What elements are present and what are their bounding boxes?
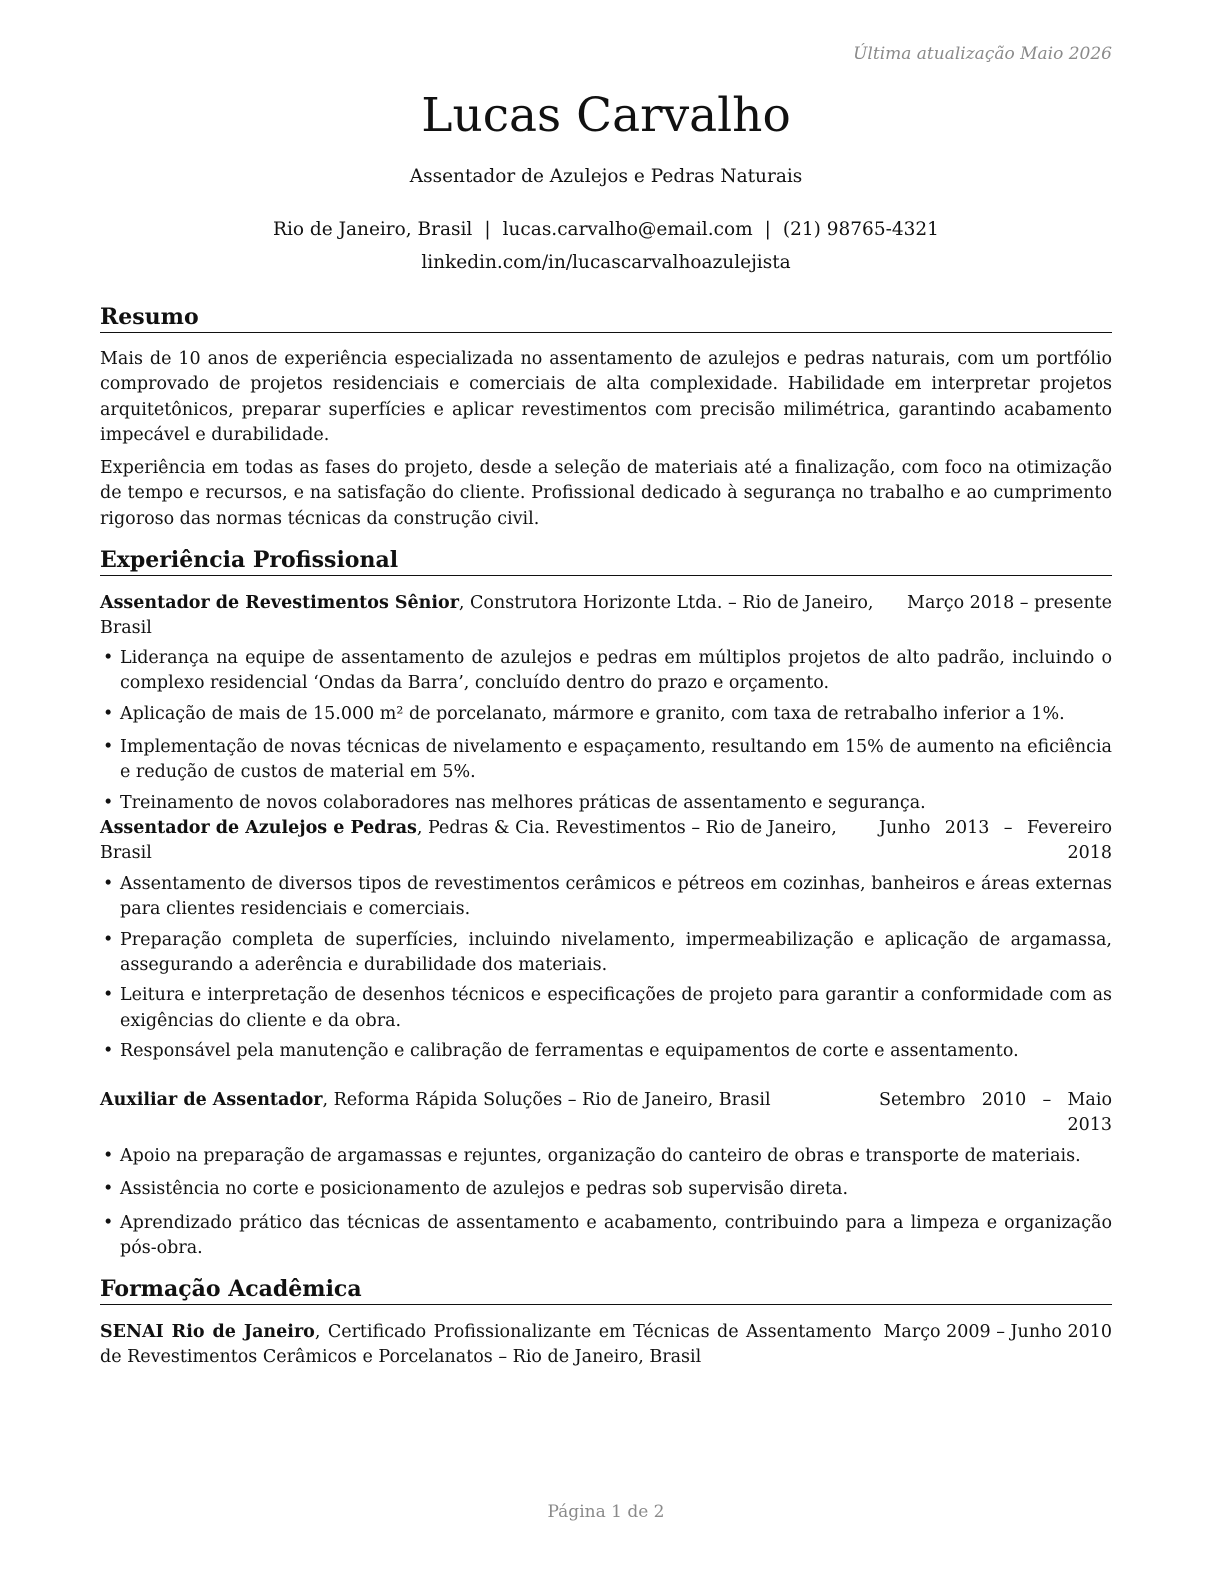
job-bullet: • Responsável pela manutenção e calibração de ferramentas e equipamentos de corte e assentamento.: [100, 1039, 1112, 1064]
education-details: , Certificado Profissionalizante em Técnicas de Assentamento de Revestimentos Cerâmicos e Porcelanatos – Rio de Janeiro, Brasil: [100, 1322, 872, 1368]
job-company: , Reforma Rápida Soluções – Rio de Janeiro, Brasil: [322, 1090, 771, 1110]
education-line: [100, 1320, 884, 1371]
job-header: [100, 591, 1112, 642]
job-bullet: • Preparação completa de superfícies, incluindo nivelamento, impermeabilização e aplicação de argamassa, assegurando a aderência e durabilidade dos materiais.: [100, 928, 1112, 979]
job-bullet: • Apoio na preparação de argamassas e rejuntes, organização do canteiro de obras e transporte de materiais.: [100, 1144, 1112, 1169]
job-role: Assentador de Revestimentos Sênior: [100, 593, 459, 613]
resume-page: [100, 0, 1112, 1584]
job-dates: Setembro 2010 – Maio 2013: [879, 1090, 1112, 1136]
job-role: Auxiliar de Assentador: [100, 1090, 323, 1110]
page-number: Página 1 de 2: [547, 1502, 665, 1522]
job-header: [100, 816, 1112, 867]
job-bullets: [100, 872, 1112, 1065]
job-entry: [100, 816, 1112, 1065]
education-dates: Março 2009 – Junho 2010: [883, 1322, 1112, 1342]
contact-separator: |: [484, 219, 491, 240]
education-entry: [100, 1320, 1112, 1371]
job-title-line: [100, 816, 879, 867]
job-bullet: • Assistência no corte e posicionamento de azulejos e pedras sob supervisão direta.: [100, 1177, 1112, 1202]
summary-paragraph-2: Experiência em todas as fases do projeto, desde a seleção de materiais até a finalização, com foco na otimização de tempo e recursos, e na satisfação do cliente. Profissional dedicado à segurança no trabalho e ao cumprimento rigoroso das normas técnicas da construção civil.: [100, 458, 1112, 529]
job-bullets: [100, 1144, 1112, 1262]
job-entry: [100, 1088, 1112, 1261]
job-bullets: [100, 646, 1112, 816]
job-bullet: • Implementação de novas técnicas de nivelamento e espaçamento, resultando em 15% de aumento na eficiência e redução de custos de material em 5%.: [100, 735, 1112, 786]
job-title-line: [100, 591, 907, 642]
education-institution: SENAI Rio de Janeiro: [100, 1322, 315, 1342]
candidate-subtitle: Assentador de Azulejos e Pedras Naturais: [409, 166, 803, 187]
job-company: , Pedras & Cia. Revestimentos – Rio de Janeiro, Brasil: [100, 818, 837, 864]
job-bullet: • Liderança na equipe de assentamento de azulejos e pedras em múltiplos projetos de alto padrão, incluindo o complexo residencial ‘Ondas da Barra’, concluído dentro do prazo e orçamento.: [100, 646, 1112, 697]
job-bullet: • Assentamento de diversos tipos de revestimentos cerâmicos e pétreos em cozinhas, banheiros e áreas externas para clientes residenciais e comerciais.: [100, 872, 1112, 923]
contact-line: [100, 219, 1112, 240]
job-bullet: • Leitura e interpretação de desenhos técnicos e especificações de projeto para garantir a conformidade com as exigências do cliente e da obra.: [100, 983, 1112, 1034]
job-dates: Junho 2013 – Fevereiro 2018: [879, 818, 1112, 864]
job-dates: Março 2018 – presente: [907, 593, 1112, 613]
education-header: [100, 1320, 1112, 1371]
section-title-experience: Experiência Profissional: [100, 546, 1112, 576]
job-entry: [100, 591, 1112, 816]
contact-separator: |: [764, 219, 771, 240]
job-bullet: • Aprendizado prático das técnicas de assentamento e acabamento, contribuindo para a limpeza e organização pós-obra.: [100, 1211, 1112, 1262]
job-bullet: • Aplicação de mais de 15.000 m² de porcelanato, mármore e granito, com taxa de retrabalho inferior a 1%.: [100, 702, 1112, 727]
job-role: Assentador de Azulejos e Pedras: [100, 818, 417, 838]
job-company: , Construtora Horizonte Ltda. – Rio de Janeiro, Brasil: [100, 593, 874, 639]
contact-linkedin[interactable]: linkedin.com/in/lucascarvalhoazulejista: [421, 252, 791, 273]
candidate-name: Lucas Carvalho: [421, 88, 791, 143]
job-header: [100, 1088, 1112, 1139]
section-title-education: Formação Acadêmica: [100, 1275, 1112, 1305]
section-title-summary: Resumo: [100, 303, 1112, 333]
contact-email[interactable]: lucas.carvalho@email.com: [502, 219, 753, 240]
summary-paragraph-1: Mais de 10 anos de experiência especializada no assentamento de azulejos e pedras naturais, com um portfólio comprovado de projetos residenciais e comerciais de alta complexidade. Habilidade em interpretar projetos arquitetônicos, preparar superfícies e aplicar revestimentos com precisão milimétrica, garantindo acabamento impecável e durabilidade.: [100, 349, 1112, 446]
contact-phone: (21) 98765-4321: [782, 219, 939, 240]
job-bullet: • Treinamento de novos colaboradores nas melhores práticas de assentamento e segurança.: [100, 791, 1112, 816]
last-updated: Última atualização Maio 2026: [853, 44, 1112, 64]
contact-location: Rio de Janeiro, Brasil: [273, 219, 473, 240]
job-title-line: [100, 1088, 879, 1113]
